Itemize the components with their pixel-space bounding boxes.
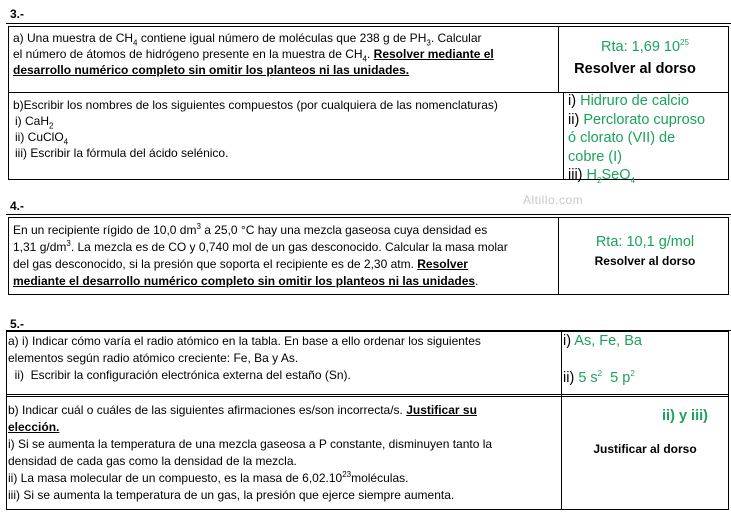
question-3-number: 3.- — [10, 7, 25, 21]
divider — [6, 214, 731, 215]
question-4-number: 4.- — [10, 199, 25, 213]
question-3a-text: a) Una muestra de $CH_4$ contiene igual número de moléculas que 238 g de $PH_3$. Calcular el número de átomos de hidrógeno presente en la muestra de $CH_4$. Resolver mediante el desarrollo numérico completo sin omitir los planteos ni las unidades. — [13, 31, 494, 77]
divider — [558, 26, 559, 92]
question-3b-answers: i) Hidruro de calcio ii) Perclorato cuproso ó clorato (VII) de cobre (I) iii) $H_2SeO_4$ — [568, 93, 706, 185]
question-5b-answer-note: Justificar al dorso — [593, 442, 697, 456]
divider — [558, 217, 559, 295]
question-4-text: En un recipiente rígido de 10,0 $dm^3$ a 25,0 °C hay una mezcla gaseosa cuya densidad es 1,31 $g/dm^3$. La mezcla es de CO y 0,740 mol de un gas desconocido. Calcular la masa molar del gas desconocido, si la presión que soporta el recipiente es de 2,30 atm. Resolver mediante el desarrollo numérico completo sin omitir los planteos ni las unidades. — [13, 222, 508, 288]
divider — [6, 394, 729, 395]
question-5-number: 5.- — [10, 317, 25, 331]
question-5b-answer: ii) y iii) — [662, 408, 708, 424]
question-3b-text: b)Escribir los nombres de los siguientes compuestos (por cualquiera de las nomenclaturas) i) CaH$_2$ ii) CuClO$_4$ iii) Escribir la fórmula del ácido selénico. — [13, 98, 498, 160]
divider — [563, 92, 564, 180]
question-3a-answer-note: Resolver al dorso — [574, 61, 696, 77]
question-5a-answer-i: i) As, Fe, Ba — [563, 333, 642, 349]
watermark: Altillo.com — [523, 193, 584, 207]
divider — [6, 23, 731, 24]
divider — [6, 396, 729, 397]
question-5a-answer-ii: ii) 5 $s^2$ 5 $p^2$ — [563, 369, 635, 386]
divider — [561, 331, 562, 510]
question-4-answer-note: Resolver al dorso — [594, 254, 696, 268]
question-4-answer: Rta: 10,1 g/mol — [595, 234, 695, 250]
question-5a-text: a) i) Indicar cómo varía el radio atómico en la tabla. En base a ello ordenar los siguientes elementos según radio atómico creciente: Fe, Ba y As. ii) Escribir la configuración electrónica externa del estaño (Sn). — [8, 334, 481, 382]
question-5b-text: b) Indicar cuál o cuáles de las siguientes afirmaciones es/son incorrecta/s. Justificar su elección. i) Si se aumenta la temperatura de una mezcla gaseosa a P constante, disminuyen tanto la densidad de cada gas como la densidad de la mezcla. ii) La masa molecular de un compuesto, es la masa de 6,02.10$^{23}$moléculas. iii) Si se aumenta la temperatura de un gas, la presión que ejerce siempre aumenta. — [8, 403, 493, 502]
question-3a-answer: Rta: 1,69 $10^{25}$ — [601, 38, 689, 55]
